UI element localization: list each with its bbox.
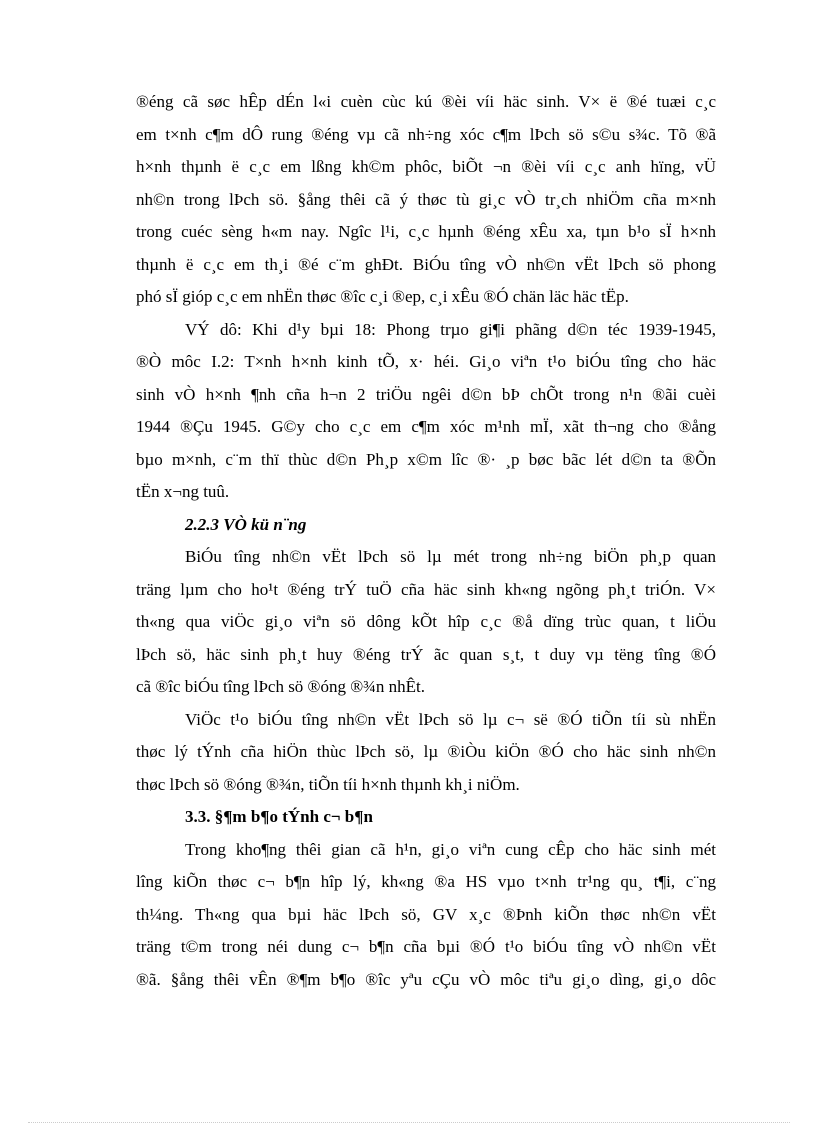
text-line: ViÖc t¹o biÓu tîng nh©n vËt lÞch sö lµ c¬ së ®Ó tiÕn tíi sù nhËn [185,709,716,729]
text-line: trong cuéc sèng h«m nay. Ngîc l¹i, c¸c hµnh ®éng xÊu xa, tµn b¹o sÏ h×nh [136,222,716,241]
text-line: thøc lý tÝnh cña hiÖn thùc lÞch sö, lµ ®iÒu kiÖn ®Ó cho häc sinh nh©n [136,742,716,761]
text-line: 1944 ®Çu 1945. G©y cho c¸c em c¶m xóc m¹nh mÏ, xãt th¬ng cho ®ång [136,417,716,436]
text-line: phó sÏ gióp c¸c em nhËn thøc ®îc c¸i ®ep, c¸i xÊu ®Ó chän läc häc tËp. [136,287,629,306]
paragraph [136,541,716,704]
text-line: bµo m×nh, c¨m thï thùc d©n Ph¸p x©m lîc ®· ¸p bøc bãc lét d©n ta ®Õn [136,449,716,469]
paragraph [136,704,716,802]
text-line: Trong kho¶ng thêi gian cã h¹n, gi¸o viªn cung cÊp cho häc sinh mét [185,839,716,859]
paragraph [136,86,716,314]
text-line: lÞch sö, häc sinh ph¸t huy ®éng trÝ ãc quan s¸t, t duy vµ tëng tîng ®Ó [136,644,716,664]
text-line: tËn x¬ng tuû. [136,482,230,501]
paragraph [136,314,716,509]
paragraph [136,834,716,997]
text-line: h×nh thµnh ë c¸c em lßng kh©m phôc, biÕt ¬n ®èi víi c¸c anh hïng, vÜ [136,157,716,176]
text-line: em t×nh c¶m dÔ rung ®éng vµ cã nh÷ng xóc c¶m lÞch sö s©u s¾c. Tõ ®ã [136,124,716,144]
text-line: thµnh ë c¸c em th¸i ®é c¨m ghÐt. BiÓu tîng vÒ nh©n vËt lÞch sö phong [136,254,716,274]
text-line: ®ã. §ång thêi vÊn ®¶m b¶o ®îc yªu cÇu vÒ môc tiªu gi¸o dìng, gi¸o dôc [136,969,716,989]
document-body [136,86,716,996]
text-line: th«ng qua viÖc gi¸o viªn sö dông kÕt hîp c¸c ®å dïng trùc quan, t liÖu [136,612,716,631]
text-line: VÝ dô: Khi d¹y bµi 18: Phong trµo gi¶i phãng d©n téc 1939-1945, [185,319,716,339]
text-line: sinh vÒ h×nh ¶nh cña h¬n 2 triÖu ngêi d©n bÞ chÕt trong n¹n ®ãi cuèi [136,384,716,404]
text-line: ®Ò môc I.2: T×nh h×nh kinh tÕ, x· héi. Gi¸o viªn t¹o biÓu tîng cho häc [136,352,716,371]
section-heading [136,801,716,834]
heading-text: 2.2.3 VÒ kü n¨ng [185,514,307,534]
section-heading [136,509,716,542]
text-line: cã ®îc biÓu tîng lÞch sö ®óng ®¾n nhÊt. [136,677,425,696]
text-line: BiÓu tîng nh©n vËt lÞch sö lµ mét trong nh÷ng biÖn ph¸p quan [185,547,716,566]
text-line: träng t©m trong néi dung c¬ b¶n cña bµi ®Ó t¹o biÓu tîng vÒ nh©n vËt [136,937,716,956]
text-line: lîng kiÕn thøc c¬ b¶n hîp lý, kh«ng ®a HS vµo t×nh tr¹ng qu¸ t¶i, c¨ng [136,872,716,891]
text-line: träng lµm cho ho¹t ®éng trÝ tuÖ cña häc sinh kh«ng ngõng ph¸t triÓn. V× [136,579,716,599]
heading-text: 3.3. §¶m b¶o tÝnh c¬ b¶n [185,807,373,826]
text-line: ®éng cã søc hÊp dÉn l«i cuèn cùc kú ®èi víi häc sinh. V× ë ®é tuæi c¸c [136,92,716,111]
text-line: th¼ng. Th«ng qua bµi häc lÞch sö, GV x¸c ®Þnh kiÕn thøc nh©n vËt [136,904,716,924]
text-line: thøc lÞch sö ®óng ®¾n, tiÕn tíi h×nh thµnh kh¸i niÖm. [136,774,520,794]
text-line: nh©n trong lÞch sö. §ång thêi cã ý thøc tù gi¸c vÒ tr¸ch nhiÖm cña m×nh [136,189,716,209]
